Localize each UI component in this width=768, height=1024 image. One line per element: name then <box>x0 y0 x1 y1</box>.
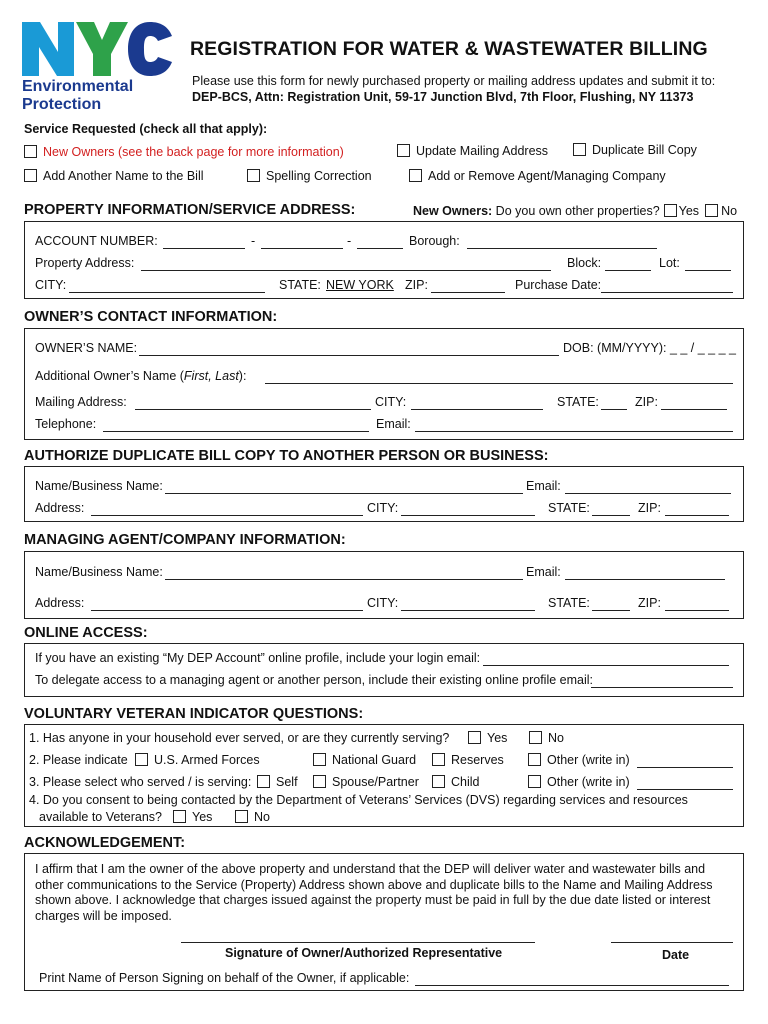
intro-text <box>192 73 715 105</box>
checkbox[interactable] <box>409 169 422 182</box>
ack-text: I affirm that I am the owner of the above property and understand that the DEP will deliver water and wastewater bills and other communications to the Service (Property) Address shown above and duplicate bills to the Name and Mailing Address shown above. I acknowledge that charges issued against the property must be paid in full by the due date listed or interest charges will be imposed. <box>35 862 713 923</box>
owner-email-field[interactable] <box>415 431 733 432</box>
property-heading: PROPERTY INFORMATION/SERVICE ADDRESS: <box>24 202 356 218</box>
option-add-name[interactable]: Add Another Name to the Bill <box>24 169 204 183</box>
self-checkbox[interactable] <box>257 775 270 788</box>
borough-field[interactable] <box>467 248 657 249</box>
account-field-1[interactable] <box>163 248 245 249</box>
print-name-row: Print Name of Person Signing on behalf of the Owner, if applicable: <box>39 971 733 987</box>
child-checkbox[interactable] <box>432 775 445 788</box>
option-spelling[interactable]: Spelling Correction <box>247 169 372 183</box>
agent-name-row: Name/Business Name: Email: <box>35 565 733 581</box>
online-heading: ONLINE ACCESS: <box>24 625 148 641</box>
owner-box <box>24 328 744 440</box>
mailing-row: Mailing Address: CITY: STATE: ZIP: <box>35 395 733 411</box>
telephone-row: Telephone: Email: <box>35 417 733 433</box>
duplicate-city-field[interactable] <box>401 515 535 516</box>
mailing-city-field[interactable] <box>411 409 543 410</box>
property-state-value: NEW YORK <box>326 278 394 292</box>
agent-address-row: Address: CITY: STATE: ZIP: <box>35 596 733 612</box>
login-email-field[interactable] <box>483 665 729 666</box>
agent-zip-field[interactable] <box>665 610 729 611</box>
checkbox[interactable] <box>24 169 37 182</box>
checkbox[interactable] <box>24 145 37 158</box>
lot-field[interactable] <box>685 270 731 271</box>
veteran-heading: VOLUNTARY VETERAN INDICATOR QUESTIONS: <box>24 706 364 722</box>
property-address-field[interactable] <box>141 270 551 271</box>
telephone-field[interactable] <box>103 431 369 432</box>
delegate-email-field[interactable] <box>591 687 733 688</box>
option-duplicate-bill[interactable]: Duplicate Bill Copy <box>573 143 697 157</box>
service-requested-title: Service Requested (check all that apply): <box>24 122 268 136</box>
agent-name-field[interactable] <box>165 579 523 580</box>
agent-box <box>24 551 744 619</box>
option-new-owners[interactable]: New Owners (see the back page for more information) <box>24 145 344 159</box>
other-branch-field[interactable] <box>637 767 733 768</box>
date-label: Date <box>662 948 690 962</box>
veteran-box <box>24 724 744 827</box>
online-delegate-row: To delegate access to a managing agent or another person, include their existing online profile email: <box>35 673 733 689</box>
agency-line1: Environmental <box>22 78 134 95</box>
account-field-2[interactable] <box>261 248 343 249</box>
mailing-zip-field[interactable] <box>661 409 727 410</box>
q4-no-checkbox[interactable] <box>235 810 248 823</box>
agent-heading: MANAGING AGENT/COMPANY INFORMATION: <box>24 532 346 548</box>
q1-yes-checkbox[interactable] <box>468 731 481 744</box>
veteran-q4-cont-row: available to Veterans? Yes No <box>39 810 270 824</box>
q4-yes-checkbox[interactable] <box>173 810 186 823</box>
online-login-row: If you have an existing “My DEP Account” online profile, include your login email: <box>35 651 733 667</box>
account-field-3[interactable] <box>357 248 403 249</box>
property-box <box>24 221 744 299</box>
national-guard-checkbox[interactable] <box>313 753 326 766</box>
veteran-q1-row: 1. Has anyone in your household ever served, or are they currently serving? Yes No <box>29 731 564 745</box>
signature-field[interactable] <box>181 942 535 943</box>
agent-city-field[interactable] <box>401 610 535 611</box>
owner-name-row: OWNER’S NAME: DOB: (MM/YYYY): _ _ / _ _ _ _ <box>35 341 736 355</box>
print-name-field[interactable] <box>415 985 729 986</box>
submit-address: DEP-BCS, Attn: Registration Unit, 59-17 Junction Blvd, 7th Floor, Flushing, NY 11373 <box>192 90 694 104</box>
additional-owner-field[interactable] <box>265 383 733 384</box>
form-title: REGISTRATION FOR WATER & WASTEWATER BILLING <box>190 38 708 60</box>
checkbox[interactable] <box>573 143 586 156</box>
ack-heading: ACKNOWLEDGEMENT: <box>24 835 186 851</box>
online-box <box>24 643 744 697</box>
owner-name-field[interactable] <box>139 355 559 356</box>
duplicate-address-row: Address: CITY: STATE: ZIP: <box>35 501 733 517</box>
dob-field[interactable]: DOB: (MM/YYYY): _ _ / _ _ _ _ <box>563 341 736 355</box>
other-person-field[interactable] <box>637 789 733 790</box>
duplicate-zip-field[interactable] <box>665 515 729 516</box>
property-address-row: Property Address: Block: Lot: <box>35 256 733 272</box>
option-agent[interactable]: Add or Remove Agent/Managing Company <box>409 169 666 183</box>
nyc-dep-logo <box>22 22 172 117</box>
other-branch-checkbox[interactable] <box>528 753 541 766</box>
agent-email-field[interactable] <box>565 579 725 580</box>
duplicate-heading: AUTHORIZE DUPLICATE BILL COPY TO ANOTHER PERSON OR BUSINESS: <box>24 448 549 464</box>
property-city-field[interactable] <box>69 292 265 293</box>
other-person-checkbox[interactable] <box>528 775 541 788</box>
duplicate-email-field[interactable] <box>565 493 731 494</box>
veteran-q3-row: 3. Please select who served / is serving: Self Spouse/Partner Child Other (write in) <box>29 775 733 791</box>
duplicate-box <box>24 466 744 522</box>
account-row: ACCOUNT NUMBER: - - Borough: <box>35 234 733 250</box>
property-zip-field[interactable] <box>431 292 505 293</box>
additional-owner-row: Additional Owner’s Name (First, Last): <box>35 369 733 385</box>
armed-forces-checkbox[interactable] <box>135 753 148 766</box>
yes-checkbox[interactable] <box>664 204 677 217</box>
mailing-state-field[interactable] <box>601 409 627 410</box>
q1-no-checkbox[interactable] <box>529 731 542 744</box>
mailing-address-field[interactable] <box>135 409 371 410</box>
nyc-logo-icon <box>22 22 172 76</box>
purchase-date-field[interactable] <box>601 292 733 293</box>
duplicate-name-row: Name/Business Name: Email: <box>35 479 733 495</box>
ack-box <box>24 853 744 991</box>
agency-line2: Protection <box>22 96 102 113</box>
option-update-mailing[interactable]: Update Mailing Address <box>397 144 548 158</box>
reserves-checkbox[interactable] <box>432 753 445 766</box>
no-checkbox[interactable] <box>705 204 718 217</box>
intro-line1: Please use this form for newly purchased property or mailing address updates and submit it to: <box>192 74 716 88</box>
block-field[interactable] <box>605 270 651 271</box>
duplicate-name-field[interactable] <box>165 493 523 494</box>
veteran-q2-row: 2. Please indicate U.S. Armed Forces National Guard Reserves Other (write in) <box>29 753 733 769</box>
checkbox[interactable] <box>247 169 260 182</box>
duplicate-state-field[interactable] <box>592 515 630 516</box>
owner-heading: OWNER’S CONTACT INFORMATION: <box>24 309 278 325</box>
checkbox[interactable] <box>397 144 410 157</box>
agent-state-field[interactable] <box>592 610 630 611</box>
other-properties-question: New Owners: Do you own other properties? Yes No <box>413 204 738 218</box>
veteran-q4-row: 4. Do you consent to being contacted by the Department of Veterans’ Services (DVS) regarding services and resources <box>29 793 688 807</box>
duplicate-address-field[interactable] <box>91 515 363 516</box>
property-city-row: CITY: STATE: NEW YORK ZIP: Purchase Date: <box>35 278 733 294</box>
spouse-checkbox[interactable] <box>313 775 326 788</box>
signature-label: Signature of Owner/Authorized Representative <box>225 946 503 960</box>
date-field[interactable] <box>611 942 733 943</box>
agent-address-field[interactable] <box>91 610 363 611</box>
